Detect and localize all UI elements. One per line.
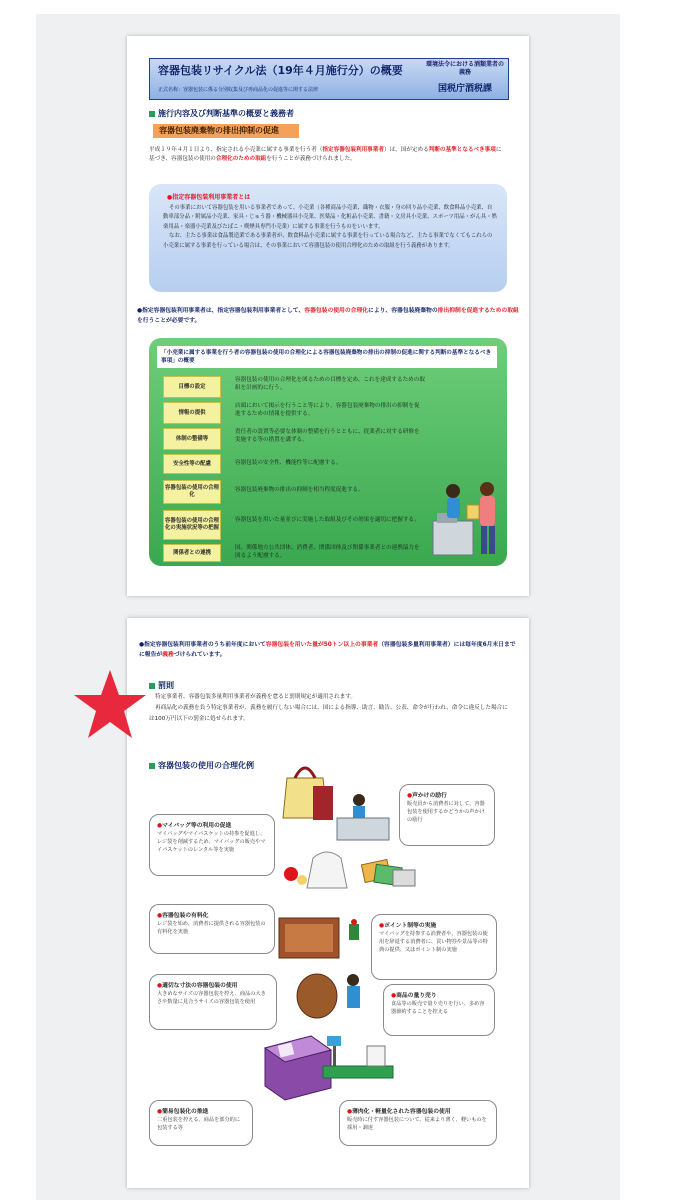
examples-heading: 容器包装の使用の合理化例 <box>149 760 254 771</box>
criteria-text: 容器包装の使用の合理化を図るための目標を定め、これを達成するための取組を計画的に行う。 <box>235 377 425 391</box>
criteria-row <box>163 376 493 398</box>
example-callout: ●容器包装の有料化 レジ袋を始め、消費者に提供される容器包装の有料化を実施 <box>149 904 275 954</box>
example-callout: ●マイバッグ等の利用の促進 マイバッグやマイバスケットの持参を促進し、レジ袋を削減するため、マイバッグの販売やマイバスケットのレンタル等を実施 <box>149 814 275 876</box>
duty-label: 環境法令における酒類業者の義務 <box>426 61 505 76</box>
star-annotation-icon <box>72 668 148 740</box>
definition-body: その事業において容器包装を用いる事業者であって、小売業（各種商品小売業、織物・衣服・身の回り品小売業、飲食料品小売業、自動車部分品・附属品小売業、家具・じゅう器・機械器具小売業、医薬品・化粧品小売業、書籍・文房具小売業、スポーツ用品・がん具・娯楽用品・楽器小売業及びたばこ・喫煙具専門小売業）に属する事業を行うものをいいます。 なお、主たる事業は食品製造業である事業者が、飲食料品小売業に属する事業を行っている場合など、主たる事業でなくてもこれらの小売業に属する事業を行っている場合は、その事業において容器包装の使用合理化のための取組を行う義務があります。 <box>163 205 498 249</box>
criteria-text: 店頭において掲示を行うこと等により、容器包装廃棄物の排出の抑制を促進するための情報を提供する。 <box>235 403 420 417</box>
obligation-note: ●指定容器包装利用事業者は、指定容器包装利用事業者として、容器包装の使用の合理化により、容器包装廃棄物の排出抑制を促進するための取組を行うことが必要です。 <box>137 308 519 324</box>
definition-title: ●指定容器包装利用事業者とは <box>167 194 251 201</box>
document-page-2 <box>127 618 529 1188</box>
reporting-note: ●指定容器包装利用事業者のうち前年度において容器包装を用いた量が50トン以上の事業者（容器包装多量利用事業者）には毎年度6月末日までに報告が義務づけられています。 <box>139 642 516 658</box>
criteria-row <box>163 428 493 450</box>
penalty-text: 特定事業者、容器包装多量利用事業者が義務を怠ると罰則規定が適用されます。 再商品化の義務を負う特定事業者が、義務を履行しない場合には、国による指導、助言、勧告、公表、命令が行われ、命令に違反した場合には100万円以下の罰金に処せられます。 <box>149 694 508 722</box>
criteria-text: 容器包装を用いた量並びに実施した取組及びその効果を適切に把握する。 <box>235 517 420 523</box>
criteria-row <box>163 454 493 474</box>
definition-box <box>149 184 507 292</box>
criteria-label: 目標の設定 <box>163 376 221 398</box>
criteria-label: 容器包装の使用の合理化 <box>163 480 221 504</box>
example-callout: ●適切な寸法の容器包装の使用 大きめなサイズの容器包装を控え、商品の大きさや数量に見合うサイズの容器包装を使用 <box>149 974 277 1030</box>
green-square-icon <box>149 111 155 117</box>
criteria-title: 「小売業に属する事業を行う者の容器包装の使用の合理化による容器包装廃棄物の排出の抑制の促進に関する判断の基準となるべき事項」の概要 <box>157 346 497 368</box>
criteria-label: 関係者との連携 <box>163 544 221 562</box>
criteria-label: 安全性等の配慮 <box>163 454 221 474</box>
criteria-text: 容器包装廃棄物の排出の抑制を相当程度促進する。 <box>235 487 364 493</box>
criteria-text: 容器包装の安全性、機能性等に配慮する。 <box>235 460 342 466</box>
title-banner <box>149 58 509 100</box>
criteria-label: 容器包装の使用の合理化の実施状況等の把握 <box>163 510 221 540</box>
criteria-label: 情報の提供 <box>163 402 221 424</box>
document-page-1 <box>127 36 529 596</box>
official-name: 正式名称：容器包装に係る分別収集及び再商品化の促進等に関する法律 <box>158 87 319 93</box>
penalty-heading: 罰則 <box>149 680 174 691</box>
orange-heading: 容器包装廃棄物の排出抑制の促進 <box>153 124 299 138</box>
example-callout: ●商品の量り売り 食品等の販売で量り売りを行い、多め容器節約することを控える <box>383 984 495 1036</box>
criteria-text: 責任者の設置等必要な体制の整備を行うとともに、従業者に対する研修を実施する等の措置を講ずる。 <box>235 429 420 443</box>
agency-name: 国税庁酒税課 <box>437 84 492 94</box>
criteria-row <box>163 402 493 424</box>
example-callout: ●簡易包装化の推進 二重包装を控える、商品を部分的に包装する等 <box>149 1100 253 1146</box>
example-callout: ●ポイント制等の実施 マイバッグを持参する消費者や、容器包装の使用を辞退する消費者に、買い物券や景品等の特典の提供、又はポイント制の実施 <box>371 914 497 980</box>
example-callout: ●薄肉化・軽量化された容器包装の使用 販売時に付す容器包装について、従来より薄く、軽いものを採用・調達 <box>339 1100 497 1146</box>
criteria-text: 国、関係地方公共団体、消費者、関係団体及び関係事業者との連携協力を図るよう配慮する。 <box>235 545 420 559</box>
example-callout: ●声かけの励行 販売員から消費者に対して、容器包装を使用するかどうかの声かけの励行 <box>399 784 495 846</box>
intro-paragraph: 平成１９年４月１日より、指定される小売業に属する事業を行う者（指定容器包装利用事業者）は、国が定める判断の基準となるべき事項に基づき、容器包装の使用の合理化のための取組を行うことが義務づけられました。 <box>149 147 502 162</box>
criteria-label: 体制の整備等 <box>163 428 221 450</box>
shop-counter-illustration <box>431 473 505 559</box>
criteria-box <box>149 338 507 566</box>
section-heading: 施行内容及び判断基準の概要と義務者 <box>149 108 294 119</box>
document-title: 容器包装リサイクル法（19年４月施行分）の概要 <box>158 64 403 77</box>
